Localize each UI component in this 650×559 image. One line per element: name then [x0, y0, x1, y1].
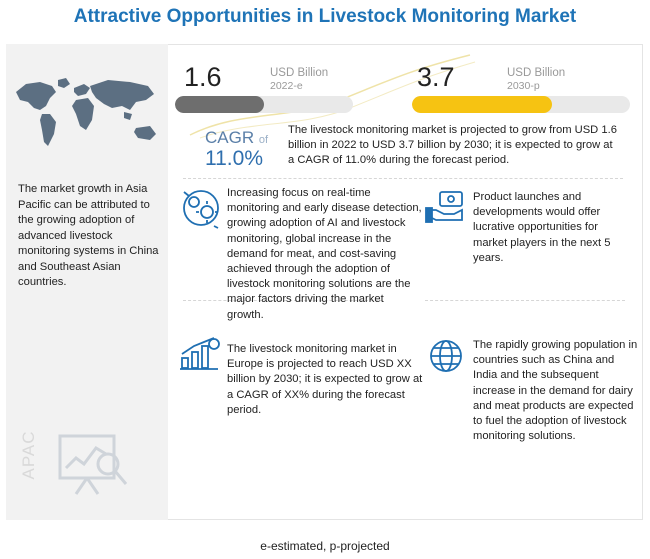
metric-start-unit: USD Billion 2022-e: [270, 67, 329, 92]
metric-end-year: 2030-p: [507, 80, 540, 92]
card-divider-right: [425, 300, 625, 301]
region-label: APAC: [19, 430, 38, 480]
cagr-description: The livestock monitoring market is projected to grow from USD 1.6 billion in 2022 to USD 3.7 billion by 2030; it is expected to grow at a CAGR of 11.0% during the forecast period.: [288, 124, 617, 166]
metric-end-bar: [412, 96, 630, 113]
monitoring-gears-icon: [180, 186, 222, 230]
metric-start-value: 1.6: [184, 62, 222, 92]
card-drivers-text: Increasing focus on real-time monitoring and early disease detection, growing adoption of AI and livestock monitoring, global increase in the demand for meat, and cost-saving achieved through the adoption of livestock monitoring solutions are the major factors driving the market growth.: [227, 187, 422, 321]
card-population-text: The rapidly growing population in countries such as China and India and the subsequent increase in the demand for dairy and meat products are expected to fuel the adoption of livestock monitoring solutions.: [473, 339, 638, 443]
page-title: Attractive Opportunities in Livestock Monitoring Market: [73, 6, 577, 27]
cagr-of: of: [258, 134, 269, 146]
cagr-value: 11.0%: [205, 147, 263, 170]
card-opportunities-text: Product launches and developments would offer lucrative opportunities for market players in the next 5 years.: [473, 191, 611, 264]
metric-end-value: 3.7: [417, 62, 455, 92]
card-europe-text: The livestock monitoring market in Europe is projected to reach USD XX billion by 2030; it is expected to grow at a CAGR of XX% during the forecast period.: [227, 343, 423, 416]
metric-start-year: 2022-e: [270, 80, 303, 92]
metric-start-bar: [175, 96, 353, 113]
footnote: e-estimated, p-projected: [260, 539, 390, 553]
bar-growth-icon: [178, 336, 222, 372]
section-divider: [183, 178, 623, 179]
globe-icon: [428, 338, 464, 374]
world-map-icon: [12, 72, 162, 152]
sidebar-description: The market growth in Asia Pacific can be attributed to the growing adoption of advanced livestock monitoring systems in China and Southeast Asian countries.: [18, 183, 159, 288]
metric-end-bar-fill: [412, 96, 552, 113]
metric-end-unit: USD Billion 2030-p: [507, 67, 566, 92]
metric-start-bar-fill: [175, 96, 264, 113]
money-hand-icon: [424, 190, 466, 226]
growth-chart-icon: [54, 428, 134, 498]
cagr-label: CAGR of: [205, 128, 269, 147]
